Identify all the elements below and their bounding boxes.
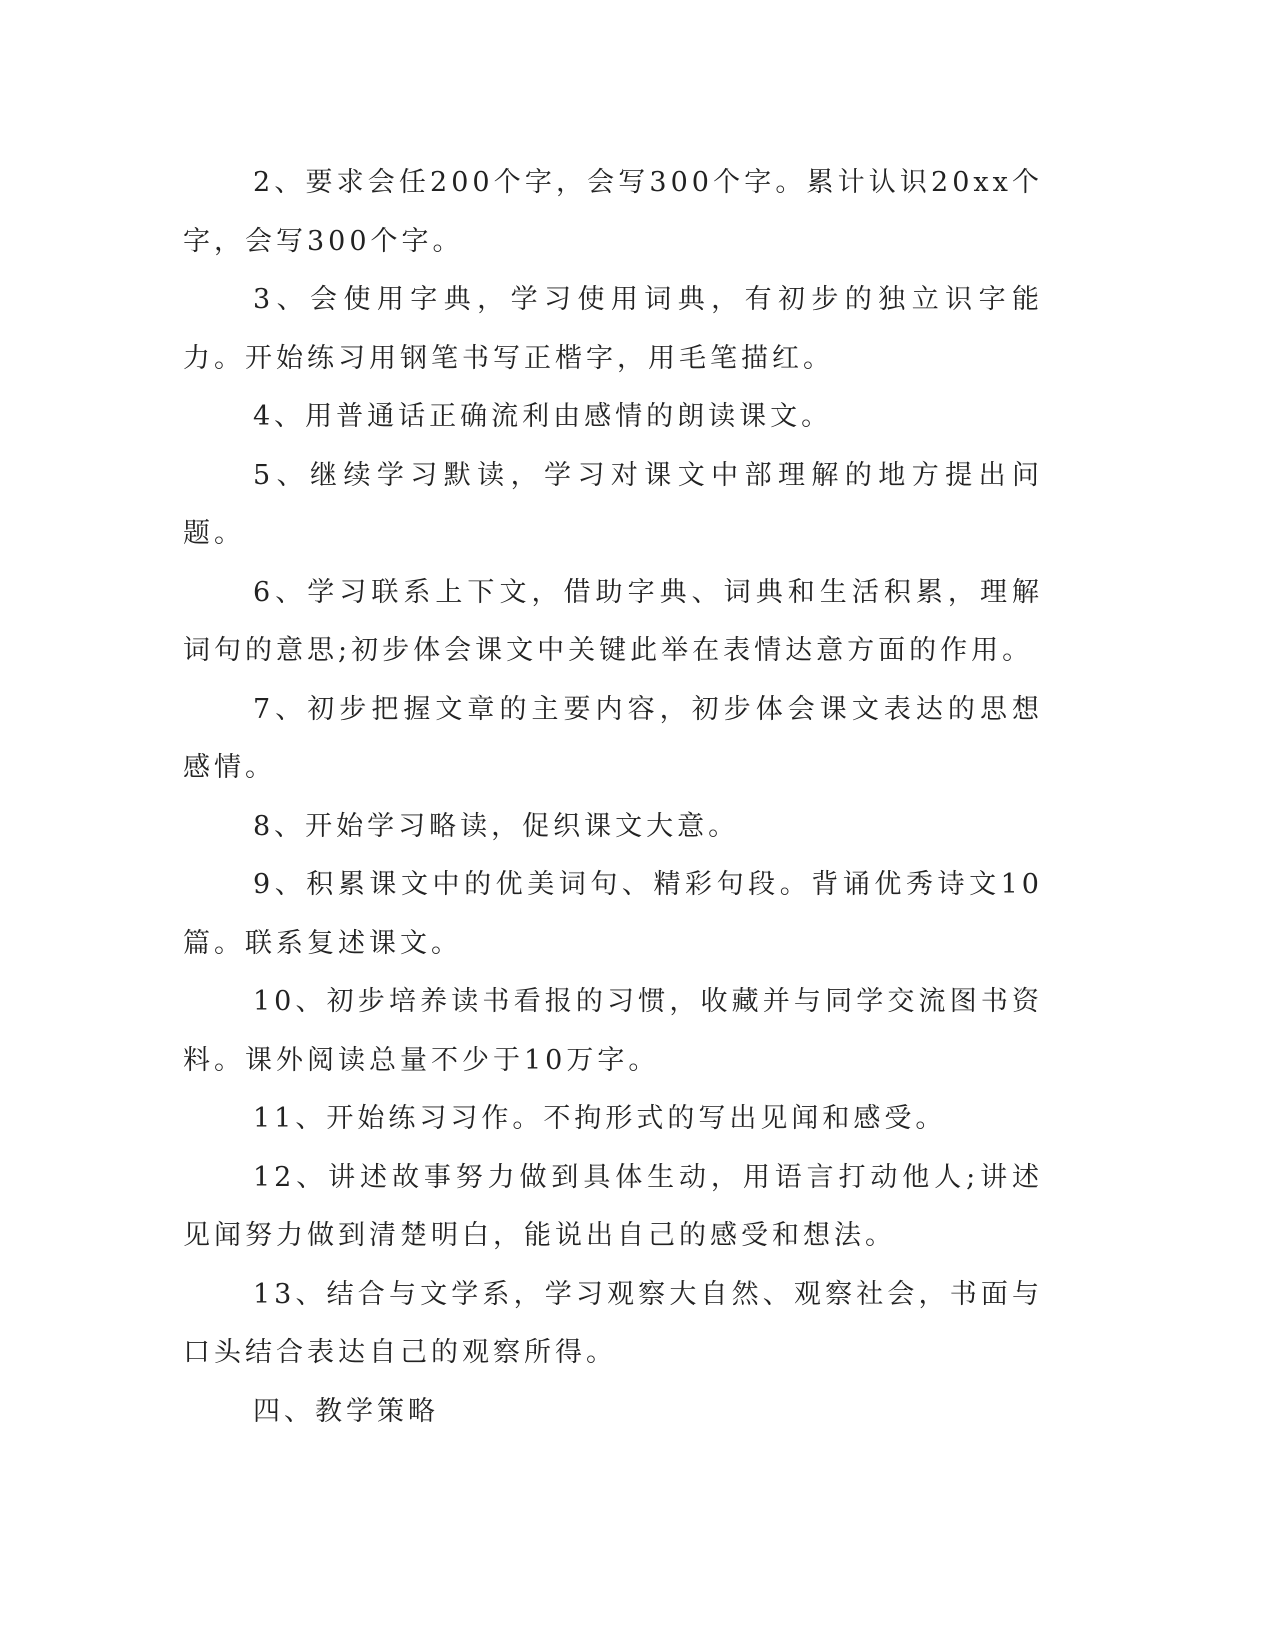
- section-heading-teaching-strategy: 四、教学策略: [253, 1395, 439, 1427]
- paragraph-item-7: 7、初步把握文章的主要内容，初步体会课文表达的思想感情。: [183, 693, 1043, 783]
- paragraph-item-9: 9、积累课文中的优美词句、精彩句段。背诵优秀诗文10篇。联系复述课文。: [183, 869, 1043, 959]
- paragraph-item-3: 3、会使用字典，学习使用词典，有初步的独立识字能力。开始练习用钢笔书写正楷字，用毛笔描红。: [183, 284, 1043, 374]
- document-body: [183, 154, 1043, 1441]
- paragraph-item-10: 10、初步培养读书看报的习惯，收藏并与同学交流图书资料。课外阅读总量不少于10万字。: [183, 986, 1043, 1076]
- paragraph-item-2: 2、要求会任200个字，会写300个字。累计认识20xx个字，会写300个字。: [183, 167, 1043, 257]
- paragraph-item-4: 4、用普通话正确流利由感情的朗读课文。: [253, 401, 833, 432]
- paragraph-item-11: 11、开始练习习作。不拘形式的写出见闻和感受。: [253, 1103, 947, 1134]
- paragraph-item-5: 5、继续学习默读，学习对课文中部理解的地方提出问题。: [183, 459, 1043, 549]
- paragraph-item-12: 12、讲述故事努力做到具体生动，用语言打动他人;讲述见闻努力做到清楚明白，能说出自己的感受和想法。: [183, 1161, 1043, 1251]
- paragraph-item-6: 6、学习联系上下文，借助字典、词典和生活积累，理解词句的意思;初步体会课文中关键此举在表情达意方面的作用。: [183, 576, 1043, 666]
- paragraph-item-8: 8、开始学习略读，促织课文大意。: [253, 810, 740, 842]
- paragraph-item-13: 13、结合与文学系，学习观察大自然、观察社会，书面与口头结合表达自己的观察所得。: [183, 1278, 1043, 1368]
